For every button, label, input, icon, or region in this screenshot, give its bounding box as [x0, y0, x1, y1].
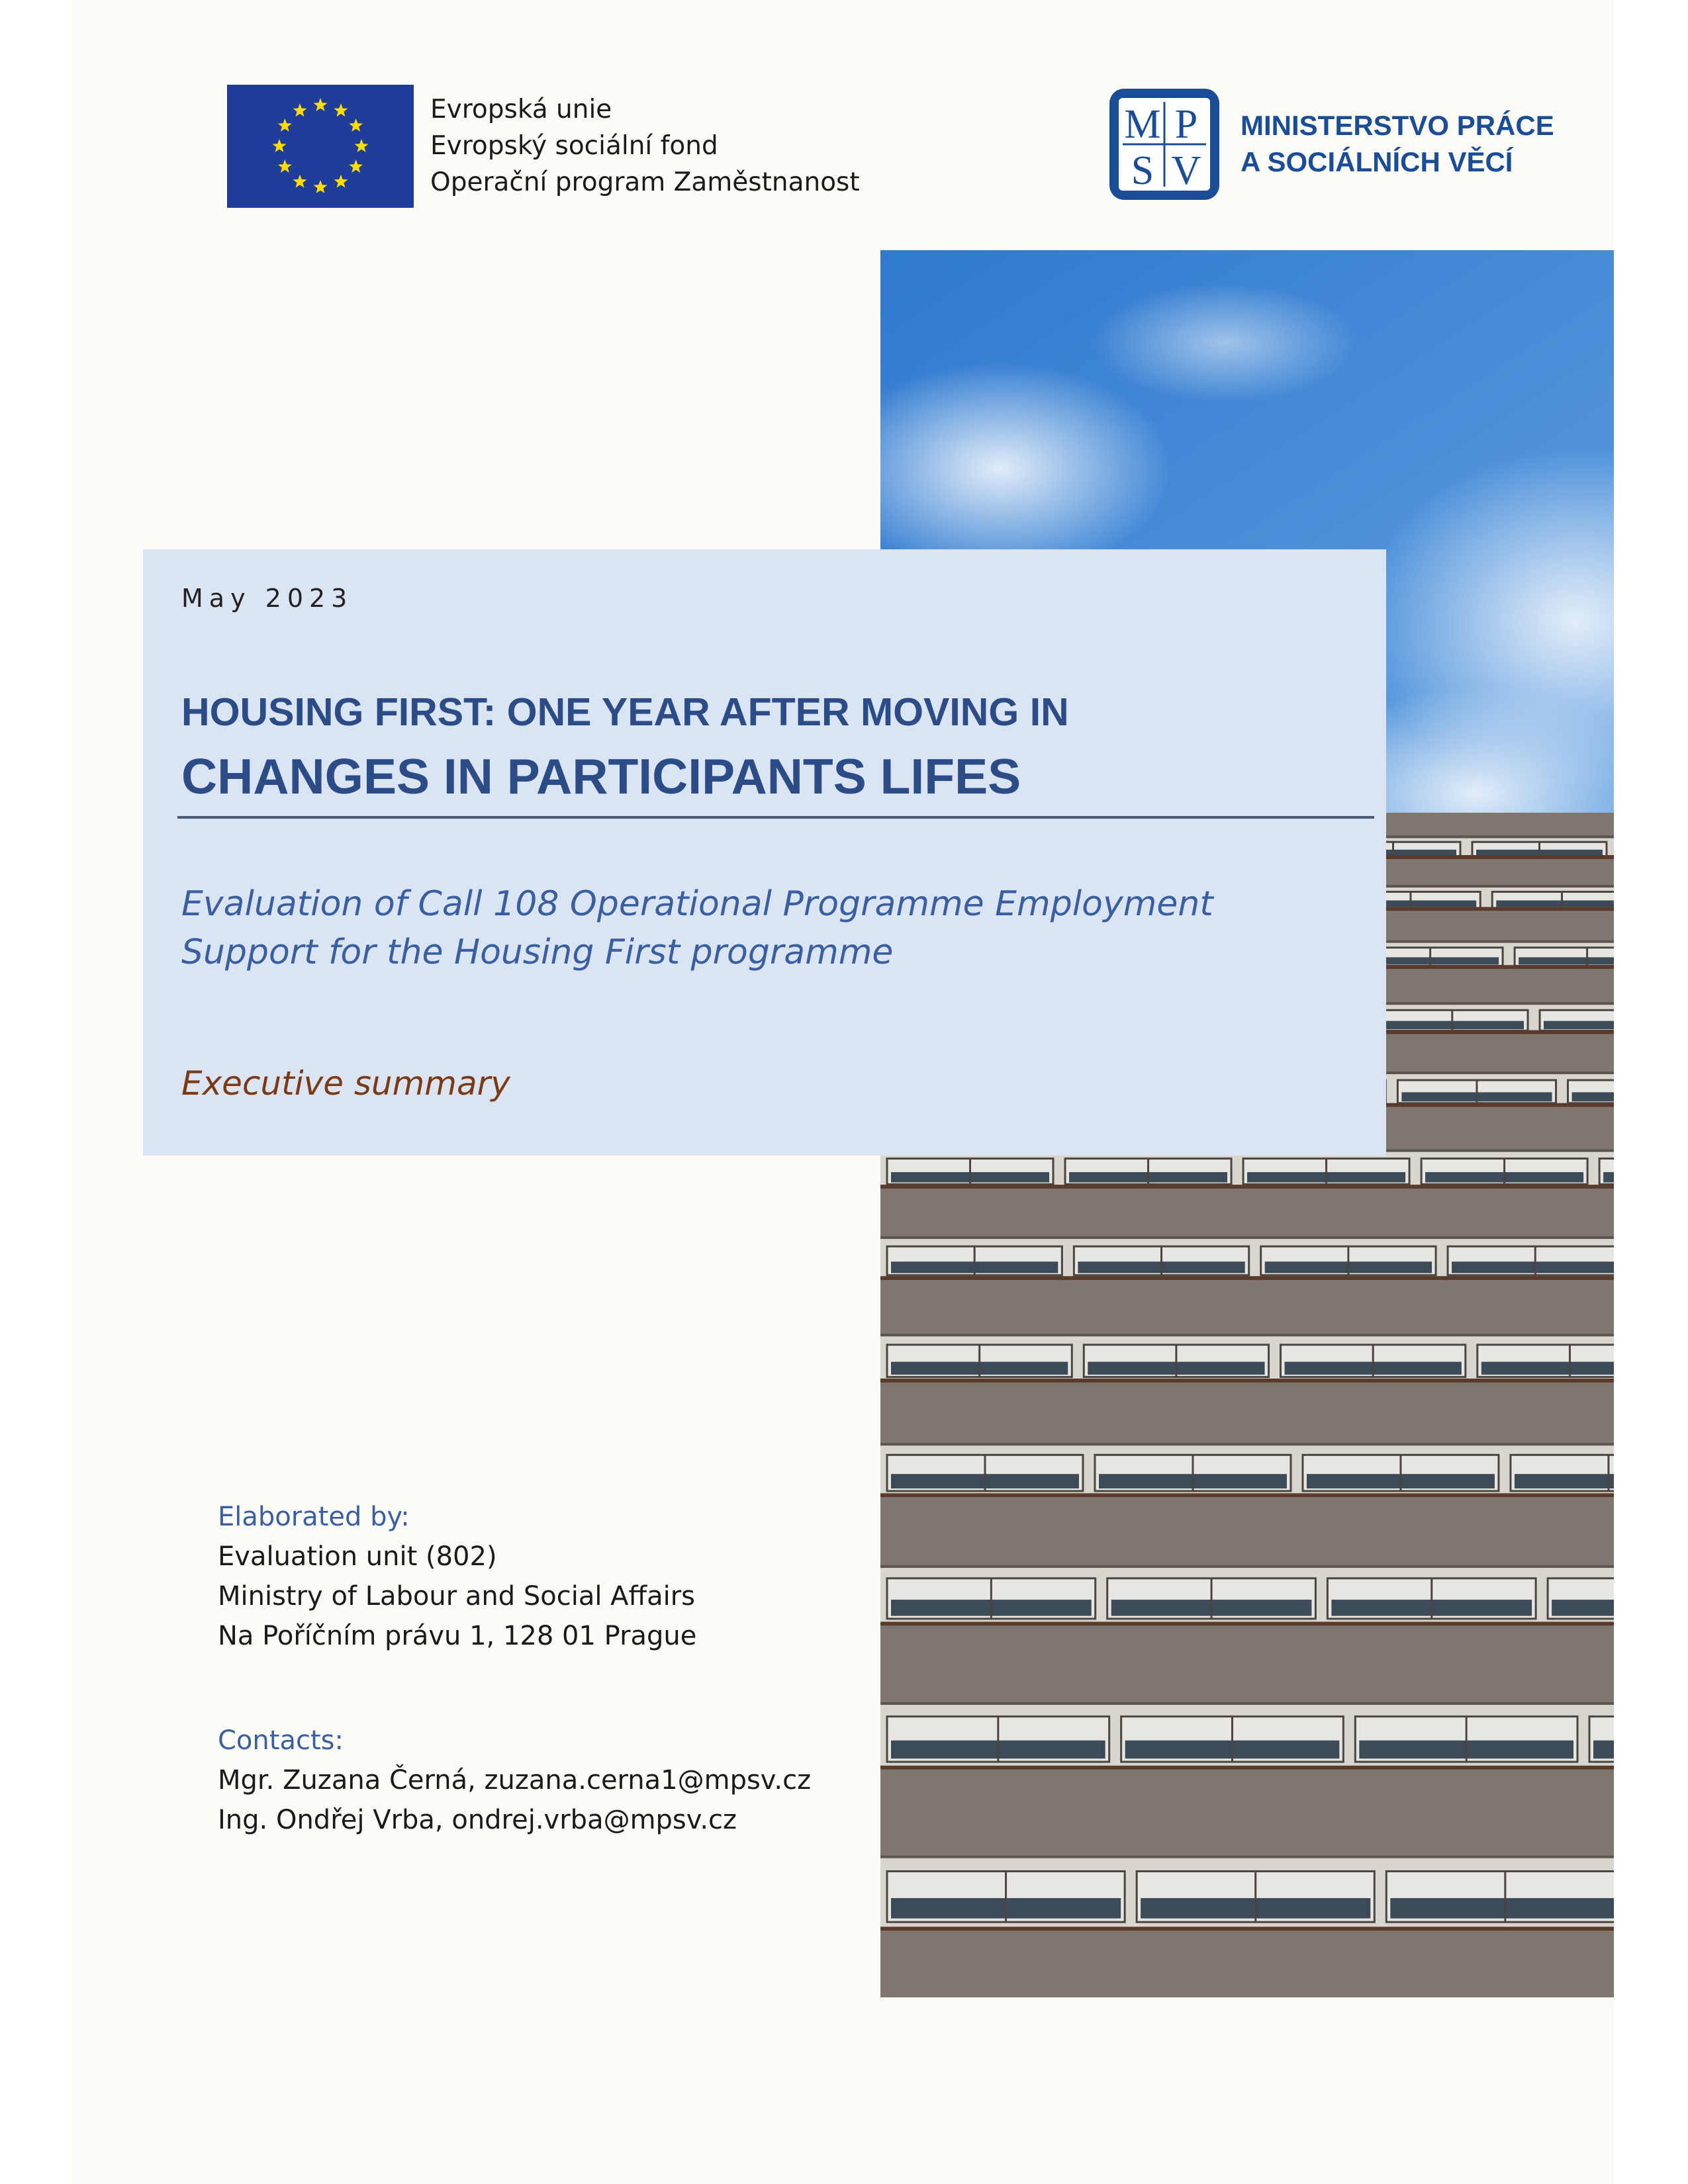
- title-line-2: CHANGES IN PARTICIPANTS LIFES: [181, 749, 1021, 804]
- eu-line-3: Operační program Zaměstnanost: [430, 167, 860, 197]
- subtitle: [181, 880, 1366, 977]
- mpsv-line-1: MINISTERSTVO PRÁCE: [1241, 110, 1554, 141]
- mpsv-logo-icon: [1108, 87, 1221, 201]
- elaborated-line-1: Evaluation unit (802): [218, 1541, 497, 1572]
- elaborated-line-2: Ministry of Labour and Social Affairs: [218, 1581, 695, 1612]
- mpsv-ministry-name: [1241, 107, 1554, 180]
- contact-line-2: Ing. Ondřej Vrba, ondrej.vrba@mpsv.cz: [218, 1805, 737, 1835]
- svg-text:V: V: [1171, 148, 1201, 193]
- publication-date: May 2023: [181, 584, 353, 613]
- elaborated-by-block: [218, 1497, 696, 1656]
- eu-flag-icon: [227, 85, 414, 208]
- eu-program-text: [430, 91, 860, 201]
- svg-text:M: M: [1124, 102, 1161, 147]
- title-divider: [177, 816, 1374, 819]
- eu-stars-icon: [227, 85, 414, 208]
- contacts-label: Contacts:: [218, 1725, 344, 1756]
- eu-line-2: Evropský sociální fond: [430, 131, 718, 161]
- contact-line-1: Mgr. Zuzana Černá, zuzana.cerna1@mpsv.cz: [218, 1765, 812, 1796]
- svg-text:P: P: [1174, 102, 1198, 147]
- title-line-1: HOUSING FIRST: ONE YEAR AFTER MOVING IN: [181, 690, 1069, 734]
- contacts-block: [218, 1721, 811, 1840]
- document-page: [71, 0, 1614, 2184]
- svg-text:S: S: [1131, 148, 1154, 193]
- subtitle-line-1: Evaluation of Call 108 Operational Programme Employment: [181, 884, 1213, 924]
- mpsv-line-2: A SOCIÁLNÍCH VĚCÍ: [1241, 146, 1513, 177]
- subtitle-line-2: Support for the Housing First programme: [181, 933, 894, 972]
- elaborated-by-label: Elaborated by:: [218, 1502, 410, 1532]
- title-panel: [143, 549, 1386, 1156]
- document-type: Executive summary: [181, 1064, 510, 1103]
- eu-line-1: Evropská unie: [430, 95, 612, 124]
- elaborated-line-3: Na Poříčním právu 1, 128 01 Prague: [218, 1621, 697, 1651]
